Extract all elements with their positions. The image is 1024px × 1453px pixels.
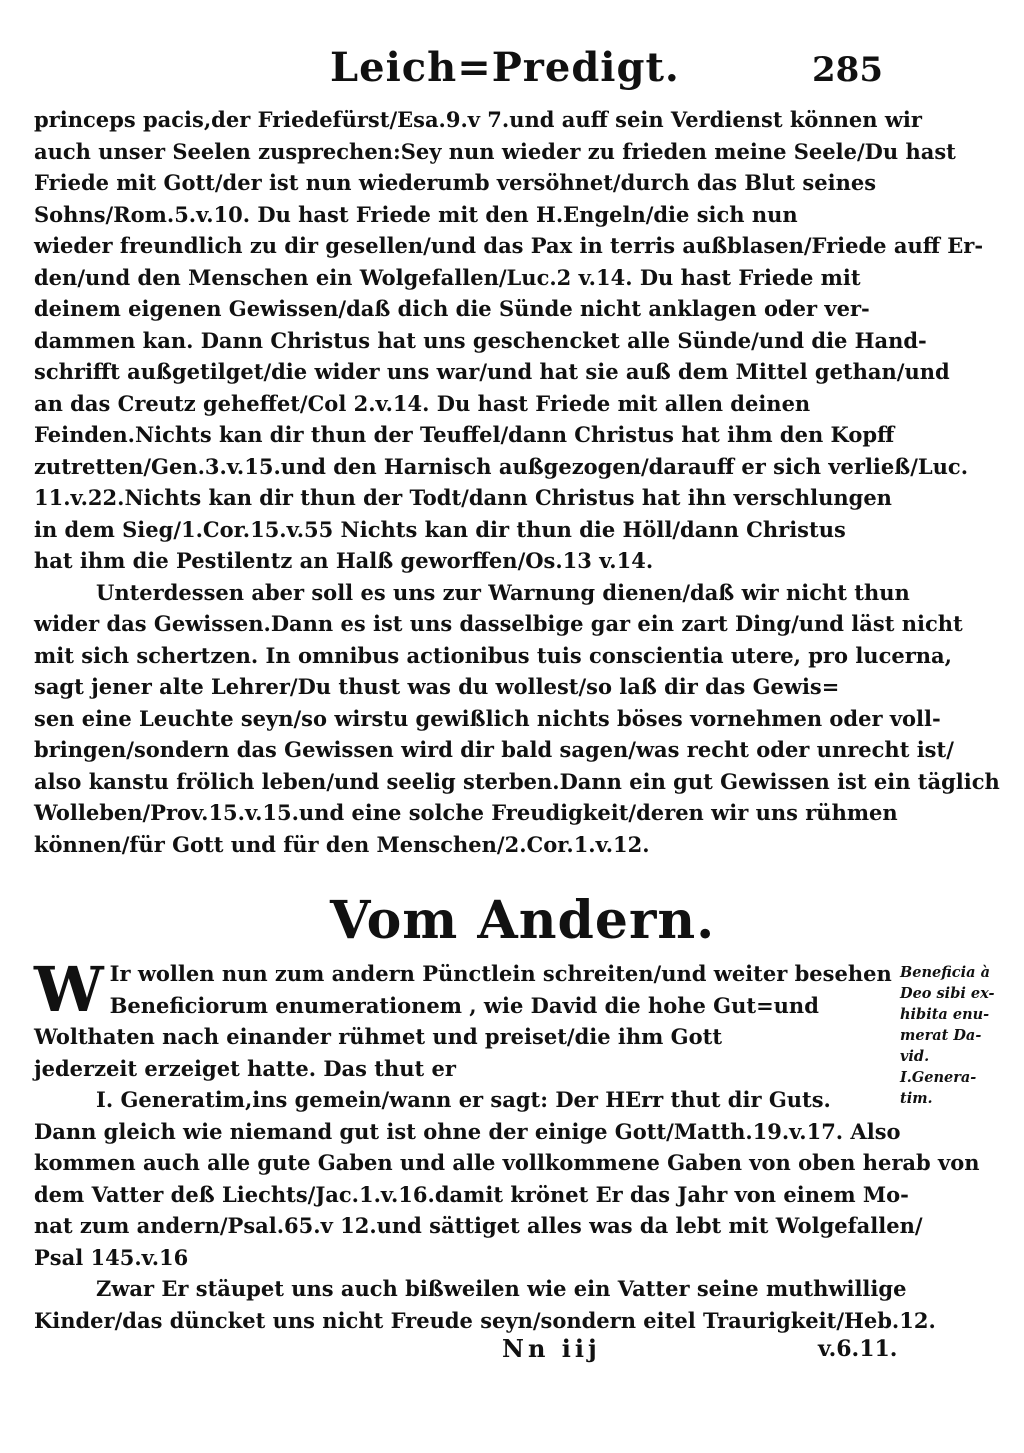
text-line: können/für Gott und für den Menschen/2.Cor.1.v.12. — [34, 831, 650, 857]
text-line: dem Vatter deß Liechts/Jac.1.v.16.damit krönet Er das Jahr von einem Mo- — [34, 1181, 909, 1207]
text-line: den/und den Menschen ein Wolgefallen/Luc.2 v.14. Du hast Friede mit — [34, 264, 861, 290]
text-line: Sohns/Rom.5.v.10. Du hast Friede mit den H.Engeln/die sich nun — [34, 201, 798, 227]
text-line: wieder freundlich zu dir gesellen/und das Pax in terris außblasen/Friede auff Er- — [34, 233, 984, 258]
margin-note-line: I.Genera- — [900, 1069, 977, 1086]
text-line: zutretten/Gen.3.v.15.und den Harnisch außgezogen/darauff er sich verließ/Luc. — [34, 453, 969, 479]
margin-note-line: tim. — [900, 1090, 933, 1107]
margin-note-line: hibita enu- — [900, 1006, 990, 1023]
margin-note — [900, 962, 1018, 1109]
section-heading: Vom Andern. — [330, 890, 716, 951]
margin-note-line: Deo sibi ex- — [900, 985, 995, 1002]
margin-note-line: Beneficia à — [900, 964, 990, 981]
body-text-section-1 — [34, 104, 1000, 860]
text-line: Unterdessen aber soll es uns zur Warnung dienen/daß wir nicht thun — [96, 579, 910, 605]
text-line: Ir wollen nun zum andern Pünctlein schreiten/und weiter besehen — [109, 961, 892, 986]
text-line: Wolleben/Prov.15.v.15.und eine solche Freudigkeit/deren wir uns rühmen — [34, 800, 898, 825]
running-head: Leich=Predigt. — [330, 44, 680, 91]
text-line: in dem Sieg/1.Cor.15.v.55 Nichts kan dir thun die Höll/dann Christus — [34, 516, 846, 542]
text-line: princeps pacis,der Friedefürst/Esa.9.v 7.und auff sein Verdienst können wir — [34, 107, 922, 132]
text-line: sen eine Leuchte seyn/so wirstu gewißlich nichts böses vornehmen oder voll- — [34, 705, 941, 731]
text-line: jederzeit erzeiget hatte. Das thut er — [34, 1055, 456, 1081]
margin-note-line: merat Da- — [900, 1027, 982, 1044]
text-line: bringen/sondern das Gewissen wird dir bald sagen/was recht oder unrecht ist/ — [34, 737, 954, 762]
text-line: schrifft außgetilget/die wider uns war/und hat sie auß dem Mittel gethan/und — [34, 359, 950, 384]
drop-cap: W — [34, 953, 104, 1026]
text-line: Zwar Er stäupet uns auch bißweilen wie ein Vatter seine muthwillige — [96, 1276, 907, 1301]
text-line: Friede mit Gott/der ist nun wiederumb versöhnet/durch das Blut seines — [34, 170, 877, 195]
signature-mark: Nn iij — [502, 1334, 601, 1363]
text-line: Kinder/das düncket uns nicht Freude seyn/sondern eitel Traurigkeit/Heb.12. — [34, 1307, 936, 1333]
text-line: Wolthaten nach einander rühmet und preiset/die ihm Gott — [34, 1024, 723, 1049]
text-line: Feinden.Nichts kan dir thun der Teuffel/dann Christus hat ihm den Kopff — [34, 422, 895, 447]
text-line: deinem eigenen Gewissen/daß dich die Sünde nicht anklagen oder ver- — [34, 296, 870, 321]
text-line: 11.v.22.Nichts kan dir thun der Todt/dann Christus hat ihn verschlungen — [34, 485, 892, 510]
catchword: v.6.11. — [818, 1336, 898, 1362]
text-line: Psal 145.v.16 — [34, 1244, 189, 1270]
text-line: kommen auch alle gute Gaben und alle vollkommene Gaben von oben herab von — [34, 1150, 980, 1175]
text-line: I. Generatim,ins gemein/wann er sagt: Der HErr thut dir Guts. — [96, 1087, 831, 1112]
text-line: mit sich schertzen. In omnibus actionibus tuis conscientia utere, pro lucerna, — [34, 642, 952, 668]
text-line: hat ihm die Pestilentz an Halß geworffen/Os.13 v.14. — [34, 548, 654, 573]
text-line: an das Creutz geheffet/Col 2.v.14. Du hast Friede mit allen deinen — [34, 390, 811, 416]
margin-note-line: vid. — [900, 1048, 930, 1065]
page-number: 285 — [812, 50, 883, 90]
text-line: Beneficiorum enumerationem , wie David die hohe Gut=und — [109, 992, 819, 1018]
text-line: dammen kan. Dann Christus hat uns geschencket alle Sünde/und die Hand- — [34, 327, 927, 353]
text-line: auch unser Seelen zusprechen:Sey nun wieder zu frieden meine Seele/Du hast — [34, 138, 956, 164]
text-line: wider das Gewissen.Dann es ist uns dasselbige gar ein zart Ding/und läst nicht — [34, 611, 963, 636]
text-line: sagt jener alte Lehrer/Du thust was du wollest/so laß dir das Gewis= — [34, 674, 840, 699]
text-line: nat zum andern/Psal.65.v 12.und sättiget alles was da lebt mit Wolgefallen/ — [34, 1213, 923, 1238]
text-line: also kanstu frölich leben/und seelig sterben.Dann ein gut Gewissen ist ein täglich — [34, 768, 1000, 794]
text-line: Dann gleich wie niemand gut ist ohne der einige Gott/Matth.19.v.17. Also — [34, 1118, 901, 1144]
